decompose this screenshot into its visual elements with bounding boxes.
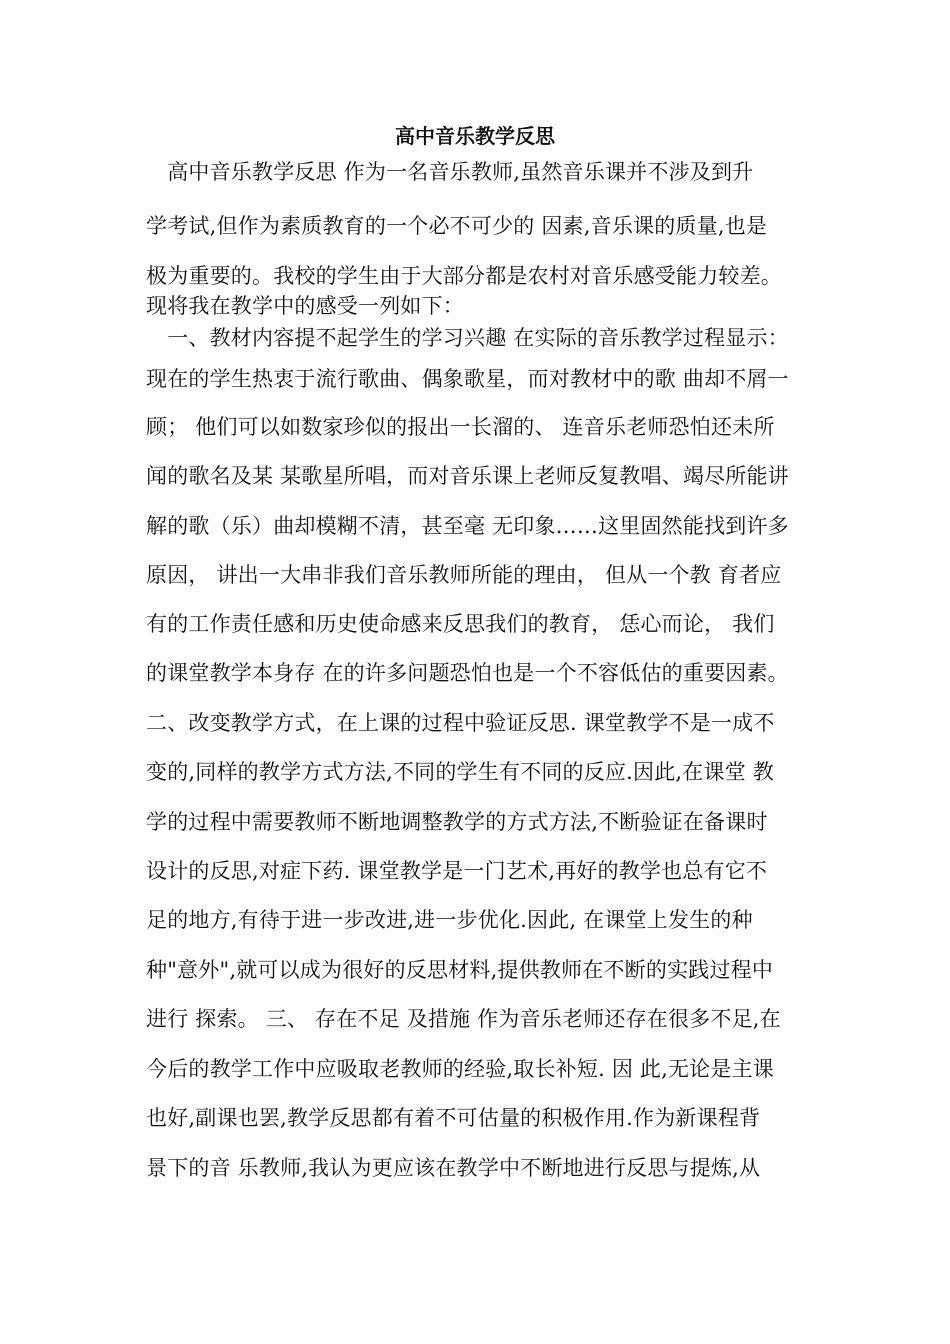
text-line-14: 变的,同样的教学方式方法,不同的学生有不同的反应.因此,在课堂 教	[146, 760, 774, 784]
text-line-12: 的课堂教学本身存 在的许多问题恐怕也是一个不容低估的重要因素。	[146, 661, 789, 685]
text-line-13: 二、改变教学方式，在上课的过程中验证反思. 课堂教学不是一成不	[146, 711, 775, 735]
text-line-19: 进行 探索。 三、 存在不足 及措施 作为音乐老师还存在很多不足,在	[146, 1007, 781, 1031]
text-line-10: 原因， 讲出一大串非我们音乐教师所能的理由， 但从一个教 育者应	[146, 563, 782, 587]
text-line-18: 种"意外",就可以成为很好的反思材料,提供教师在不断的实践过程中	[146, 958, 774, 982]
text-line-5: 一、教材内容提不起学生的学习兴趣 在实际的音乐教学过程显示：	[146, 326, 789, 350]
text-line-1: 高中音乐教学反思 作为一名音乐教师,虽然音乐课并不涉及到升	[146, 160, 754, 184]
text-line-8: 闻的歌名及某 某歌星所唱，而对音乐课上老师反复教唱、竭尽所能讲	[146, 464, 789, 488]
document-title: 高中音乐教学反思	[395, 124, 555, 148]
text-line-15: 学的过程中需要教师不断地调整教学的方式方法,不断验证在备课时	[146, 810, 768, 834]
text-line-3: 极为重要的。我校的学生由于大部分都是农村对音乐感受能力较差。	[146, 264, 782, 288]
text-line-2: 学考试,但作为素质教育的一个必不可少的 因素,音乐课的质量,也是	[146, 214, 768, 238]
text-line-20: 今后的教学工作中应吸取老教师的经验,取长补短. 因 此,无论是主课	[146, 1057, 774, 1081]
text-line-6: 现在的学生热衷于流行歌曲、偶象歌星，而对教材中的歌 曲却不屑一	[146, 367, 789, 391]
text-line-9: 解的歌（乐）曲却模糊不清，甚至毫 无印象……这里固然能找到许多	[146, 514, 789, 538]
text-line-16: 设计的反思,对症下药. 课堂教学是一门艺术,再好的教学也总有它不	[146, 859, 768, 883]
text-line-7: 顾； 他们可以如数家珍似的报出一长溜的、 连音乐老师恐怕还未所	[146, 415, 775, 439]
text-line-21: 也好,副课也罢,教学反思都有着不可估量的积极作用.作为新课程背	[146, 1106, 761, 1130]
text-line-11: 有的工作责任感和历史使命感来反思我们的教育， 恁心而论， 我们	[146, 612, 775, 636]
text-line-22: 景下的音 乐教师,我认为更应该在教学中不断地进行反思与提炼,从	[146, 1156, 761, 1180]
text-line-17: 足的地方,有待于进一步改进,进一步优化.因此, 在课堂上发生的种	[146, 908, 753, 932]
text-line-4: 现将我在教学中的感受一列如下：	[146, 294, 464, 318]
